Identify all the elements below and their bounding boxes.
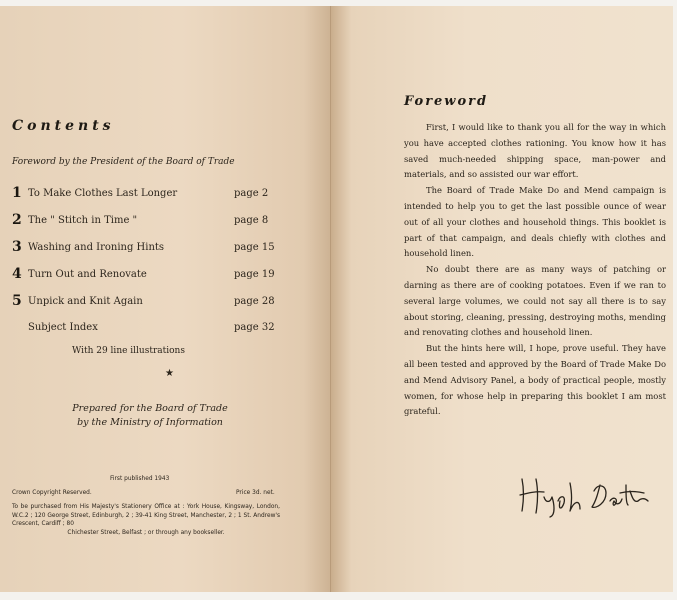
toc-label: Unpick and Knit Again xyxy=(28,296,143,307)
signature-hugh-dalton xyxy=(514,471,654,519)
toc-label: Subject Index xyxy=(28,322,98,333)
toc-label: Turn Out and Renovate xyxy=(28,269,147,280)
toc-entry-4 xyxy=(12,266,275,285)
toc-page: page 32 xyxy=(234,322,275,333)
toc-page: page 8 xyxy=(234,215,269,226)
toc-entry-2 xyxy=(12,212,274,231)
first-published: First published 1943 xyxy=(110,474,170,482)
toc-entry-5 xyxy=(12,293,275,312)
paragraph: The Board of Trade Make Do and Mend campaign is intended to help you to get the last possible ounce of wear out of all your clothes and household things. This booklet is part of that campaign, and deals chiefly with clothes and household linen. xyxy=(404,185,666,259)
price: Price 3d. net. xyxy=(236,488,275,496)
foreword-body xyxy=(404,120,666,420)
toc-number: 5 xyxy=(12,293,22,309)
crown-copyright: Crown Copyright Reserved. xyxy=(12,488,92,496)
purchase-info xyxy=(12,502,280,536)
toc-number: 3 xyxy=(12,239,22,255)
prepared-line-1: Prepared for the Board of Trade xyxy=(72,403,228,414)
paragraph: First, I would like to thank you all for the way in which you have accepted clothes rationing. You know how it has saved much-needed shipping space, man-power and materials, and so assisted our war effort. xyxy=(404,122,666,180)
toc-entry-3 xyxy=(12,239,275,258)
toc-number: 4 xyxy=(12,266,22,282)
prepared-line-2: by the Ministry of Information xyxy=(77,417,223,428)
purchase-text: To be purchased from His Majesty's Stationery Office at : York House, Kingsway, London, W.C.2 ; 120 George Street, Edinburgh, 2 ; 39-41 King Street, Manchester, 2 ; 1 St. Andrew's Crescent, Cardiff ; 80 xyxy=(12,502,280,527)
foreword-title: Foreword xyxy=(404,94,489,109)
paragraph: But the hints here will, I hope, prove useful. They have all been tested and approved by the Board of Trade Make Do and Mend Advisory Panel, a body of practical people, mostly women, for whose help in preparing this booklet I am most grateful. xyxy=(404,343,666,417)
left-page xyxy=(0,6,331,592)
toc-entry-1 xyxy=(12,185,274,204)
toc-label: The " Stitch in Time " xyxy=(28,215,138,226)
toc-number: 2 xyxy=(12,212,22,228)
toc-label: Washing and Ironing Hints xyxy=(28,242,165,253)
toc-number: 1 xyxy=(12,185,22,201)
toc-page: page 2 xyxy=(234,188,269,199)
toc-page: page 28 xyxy=(234,296,275,307)
paragraph: No doubt there are as many ways of patching or darning as there are of cooking potatoes. Even if we ran to several large volumes, we could not say all there is to say about storing, cleaning, pressing, destroying moths, mending and renovating clothes and household linen. xyxy=(404,264,666,338)
foreword-entry: Foreword by the President of the Board of Trade xyxy=(12,157,235,167)
star-ornament: ★ xyxy=(165,368,174,379)
toc-subject-index xyxy=(12,322,274,338)
purchase-last-line: Chichester Street, Belfast ; or through any bookseller. xyxy=(67,527,225,536)
toc-label: To Make Clothes Last Longer xyxy=(28,188,178,199)
toc-page: page 15 xyxy=(234,242,275,253)
contents-title: Contents xyxy=(12,118,115,134)
toc-page: page 19 xyxy=(234,269,275,280)
right-page xyxy=(331,6,673,592)
illustrations-note: With 29 line illustrations xyxy=(72,346,185,356)
